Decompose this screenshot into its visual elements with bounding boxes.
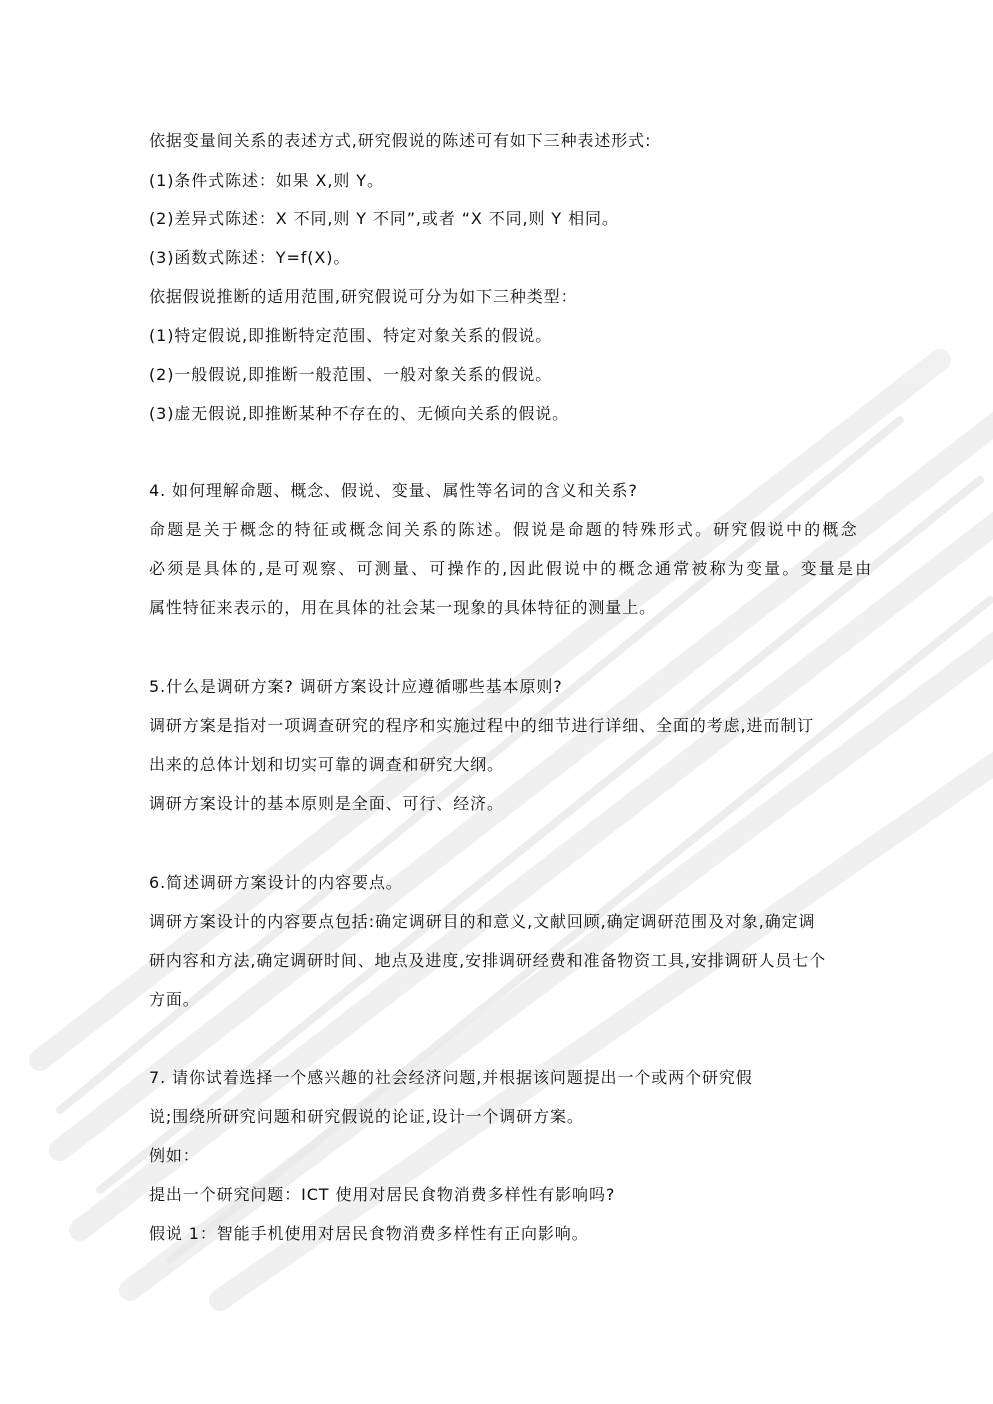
text-line: 研内容和方法,确定调研时间、地点及进度,安排调研经费和准备物资工具,安排调研人员七个 xyxy=(149,951,827,970)
text-line: 调研方案设计的基本原则是全面、可行、经济。 xyxy=(149,794,504,813)
text-line: 说;围绕所研究问题和研究假说的论证,设计一个调研方案。 xyxy=(149,1107,584,1126)
text-line: (1)特定假说,即推断特定范围、特定对象关系的假说。 xyxy=(149,326,553,345)
text-line: 属性特征来表示的，用在具体的社会某一现象的具体特征的测量上。 xyxy=(149,598,657,617)
text-line: (1)条件式陈述：如果 X,则 Y。 xyxy=(149,171,384,190)
question-heading: 5.什么是调研方案? 调研方案设计应遵循哪些基本原则? xyxy=(149,677,563,696)
question-heading: 7. 请你试着选择一个感兴趣的社会经济问题,并根据该问题提出一个或两个研究假 xyxy=(149,1068,753,1087)
text-line: 提出一个研究问题：ICT 使用对居民食物消费多样性有影响吗? xyxy=(149,1185,616,1204)
text-line: 出来的总体计划和切实可靠的调查和研究大纲。 xyxy=(149,755,504,774)
text-line: (3)虚无假说,即推断某种不存在的、无倾向关系的假说。 xyxy=(149,404,570,423)
text-line: 例如： xyxy=(149,1146,200,1165)
text-line: 方面。 xyxy=(149,990,200,1009)
text-line: 调研方案设计的内容要点包括:确定调研目的和意义,文献回顾,确定调研范围及对象,确定调 xyxy=(149,912,816,931)
text-line: (3)函数式陈述：Y=f(X)。 xyxy=(149,248,351,267)
text-line: 必须是具体的,是可观察、可测量、可操作的,因此假说中的概念通常被称为变量。变量是由 xyxy=(149,559,874,578)
text-line: 命题是关于概念的特征或概念间关系的陈述。假说是命题的特殊形式。研究假说中的概念 xyxy=(149,520,859,539)
text-line: (2)差异式陈述：X 不同,则 Y 不同”,或者 “X 不同,则 Y 相同。 xyxy=(149,209,619,228)
question-heading: 4. 如何理解命题、概念、假说、变量、属性等名词的含义和关系? xyxy=(149,481,638,500)
text-line: 假说 1：智能手机使用对居民食物消费多样性有正向影响。 xyxy=(149,1224,589,1243)
text-line: 调研方案是指对一项调查研究的程序和实施过程中的细节进行详细、全面的考虑,进而制订 xyxy=(149,716,815,735)
question-heading: 6.简述调研方案设计的内容要点。 xyxy=(149,873,403,892)
text-line: 依据变量间关系的表述方式,研究假说的陈述可有如下三种表述形式: xyxy=(149,131,652,150)
text-line: (2)一般假说,即推断一般范围、一般对象关系的假说。 xyxy=(149,365,553,384)
text-line: 依据假说推断的适用范围,研究假说可分为如下三种类型： xyxy=(149,287,578,306)
